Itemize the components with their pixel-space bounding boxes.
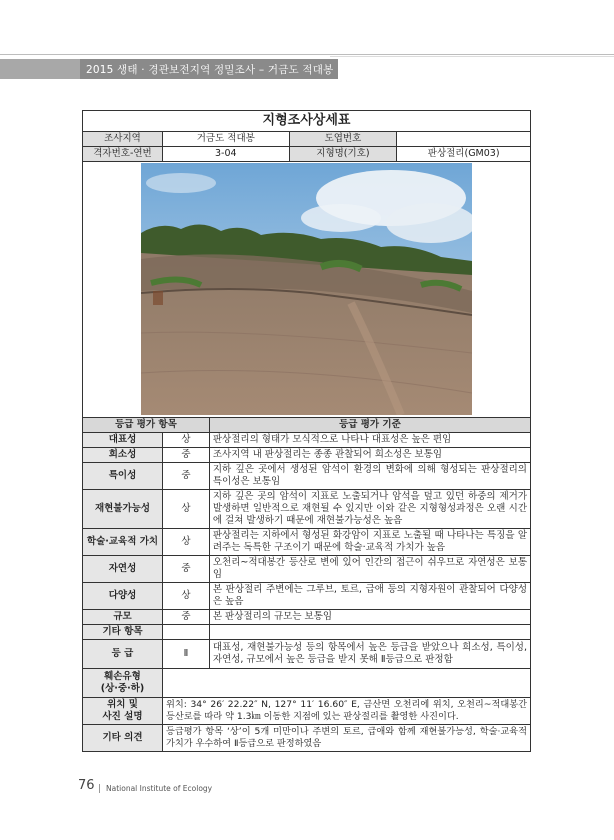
item-rarity: 희소성 [83, 448, 163, 463]
damage-type-value [162, 669, 530, 698]
table-row [83, 583, 531, 610]
table-row [83, 640, 531, 669]
survey-area-label: 조사지역 [83, 132, 163, 147]
item-naturalness: 자연성 [83, 556, 163, 583]
table-row [83, 698, 531, 725]
landform-name-label: 지형명(기호) [289, 147, 397, 162]
criteria-academic-value: 판상절리는 지하에서 형성된 화강암이 지표로 노출될 때 나타나는 특징을 알려주는 독특한 구조이기 때문에 학술·교육적 가치가 높음 [209, 529, 530, 556]
grade-diversity: 상 [162, 583, 209, 610]
landform-survey-sheet [82, 110, 531, 752]
item-representativeness: 대표성 [83, 433, 163, 448]
item-academic-value: 학술·교육적 가치 [83, 529, 163, 556]
evaluation-criteria-header: 등급 평가 기준 [209, 418, 530, 433]
map-number-value [397, 132, 531, 147]
grid-number-label: 격자번호-연번 [83, 147, 163, 162]
criteria-peculiarity: 지하 깊은 곳에서 생성된 암석이 환경의 변화에 의해 형성되는 판상절리의 특이성은 보통임 [209, 463, 530, 490]
top-rule [0, 54, 614, 55]
grade-scale: 중 [162, 610, 209, 625]
photo-cell [83, 162, 531, 418]
grade-rarity: 중 [162, 448, 209, 463]
final-grade-reason: 대표성, 재현불가능성 등의 항목에서 높은 등급을 받았으나 희소성, 특이성, 자연성, 규모에서 높은 등급을 받지 못해 Ⅱ등급으로 판정함 [209, 640, 530, 669]
table-row [83, 463, 531, 490]
grade-irreproducibility: 상 [162, 490, 209, 529]
grade-peculiarity: 중 [162, 463, 209, 490]
evaluation-item-header: 등급 평가 항목 [83, 418, 210, 433]
item-irreproducibility: 재현불가능성 [83, 490, 163, 529]
criteria-naturalness: 오천리~적대봉간 등산로 변에 있어 인간의 접근이 쉬우므로 자연성은 보통임 [209, 556, 530, 583]
final-grade-value: Ⅱ [162, 640, 209, 669]
grade-representativeness: 상 [162, 433, 209, 448]
grade-naturalness: 중 [162, 556, 209, 583]
table-row [83, 725, 531, 752]
table-row [83, 610, 531, 625]
criteria-scale: 본 판상절리의 규모는 보통임 [209, 610, 530, 625]
footer-publisher: National Institute of Ecology [106, 784, 213, 793]
damage-type-label: 훼손유형 (상·중·하) [83, 669, 163, 698]
location-description: 위치: 34° 26′ 22.22″ N, 127° 11′ 16.60″ E, 금산면 오천리에 위치, 오천리~적대봉간 등산로를 따라 약 1.3㎞ 이동한 지점에 있는 판상절리를 촬영한 사진이다. [162, 698, 530, 725]
grade-other [162, 625, 209, 640]
grade-academic-value: 상 [162, 529, 209, 556]
footer-divider [99, 784, 100, 793]
top-rule-secondary [330, 56, 614, 57]
table-row [83, 625, 531, 640]
criteria-other [209, 625, 530, 640]
map-number-label: 도엽번호 [289, 132, 397, 147]
item-peculiarity: 특이성 [83, 463, 163, 490]
table-row [83, 556, 531, 583]
final-grade-label: 등 급 [83, 640, 163, 669]
sheet-title: 지형조사상세표 [83, 111, 531, 132]
criteria-rarity: 조사지역 내 판상절리는 종종 관찰되어 희소성은 보통임 [209, 448, 530, 463]
table-row [83, 448, 531, 463]
table-row [83, 669, 531, 698]
grid-number-value: 3-04 [162, 147, 289, 162]
running-header-title: 2015 생태 · 경관보전지역 정밀조사 – 거금도 적대봉 [86, 64, 334, 76]
item-other: 기타 항목 [83, 625, 163, 640]
opinion-label: 기타 의견 [83, 725, 163, 752]
landform-name-value: 판상절리(GM03) [397, 147, 531, 162]
item-diversity: 다양성 [83, 583, 163, 610]
table-row [83, 433, 531, 448]
survey-area-value: 거금도 적대봉 [162, 132, 289, 147]
location-label: 위치 및 사진 설명 [83, 698, 163, 725]
item-scale: 규모 [83, 610, 163, 625]
table-row [83, 490, 531, 529]
page-number: 76 [78, 778, 95, 793]
granite-sheet-joint-photo [141, 163, 472, 415]
criteria-diversity: 본 판상절리 주변에는 그루브, 토르, 급애 등의 지형자원이 관찰되어 다양성은 높음 [209, 583, 530, 610]
criteria-representativeness: 판상절리의 형태가 모식적으로 나타나 대표성은 높은 편임 [209, 433, 530, 448]
criteria-irreproducibility: 지하 깊은 곳의 암석이 지표로 노출되거나 암석을 덮고 있던 하중의 제거가 발생하면 일반적으로 재현될 수 있지만 이와 같은 지형형성과정은 오랜 시간에 걸쳐 발생하기 때문에 재현불가능성은 높음 [209, 490, 530, 529]
table-row [83, 529, 531, 556]
opinion-text: 등급평가 항목 ‘상’이 5개 미만이나 주변의 토르, 급애와 함께 재현불가능성, 학술·교육적 가치가 우수하여 Ⅱ등급으로 판정하였음 [162, 725, 530, 752]
